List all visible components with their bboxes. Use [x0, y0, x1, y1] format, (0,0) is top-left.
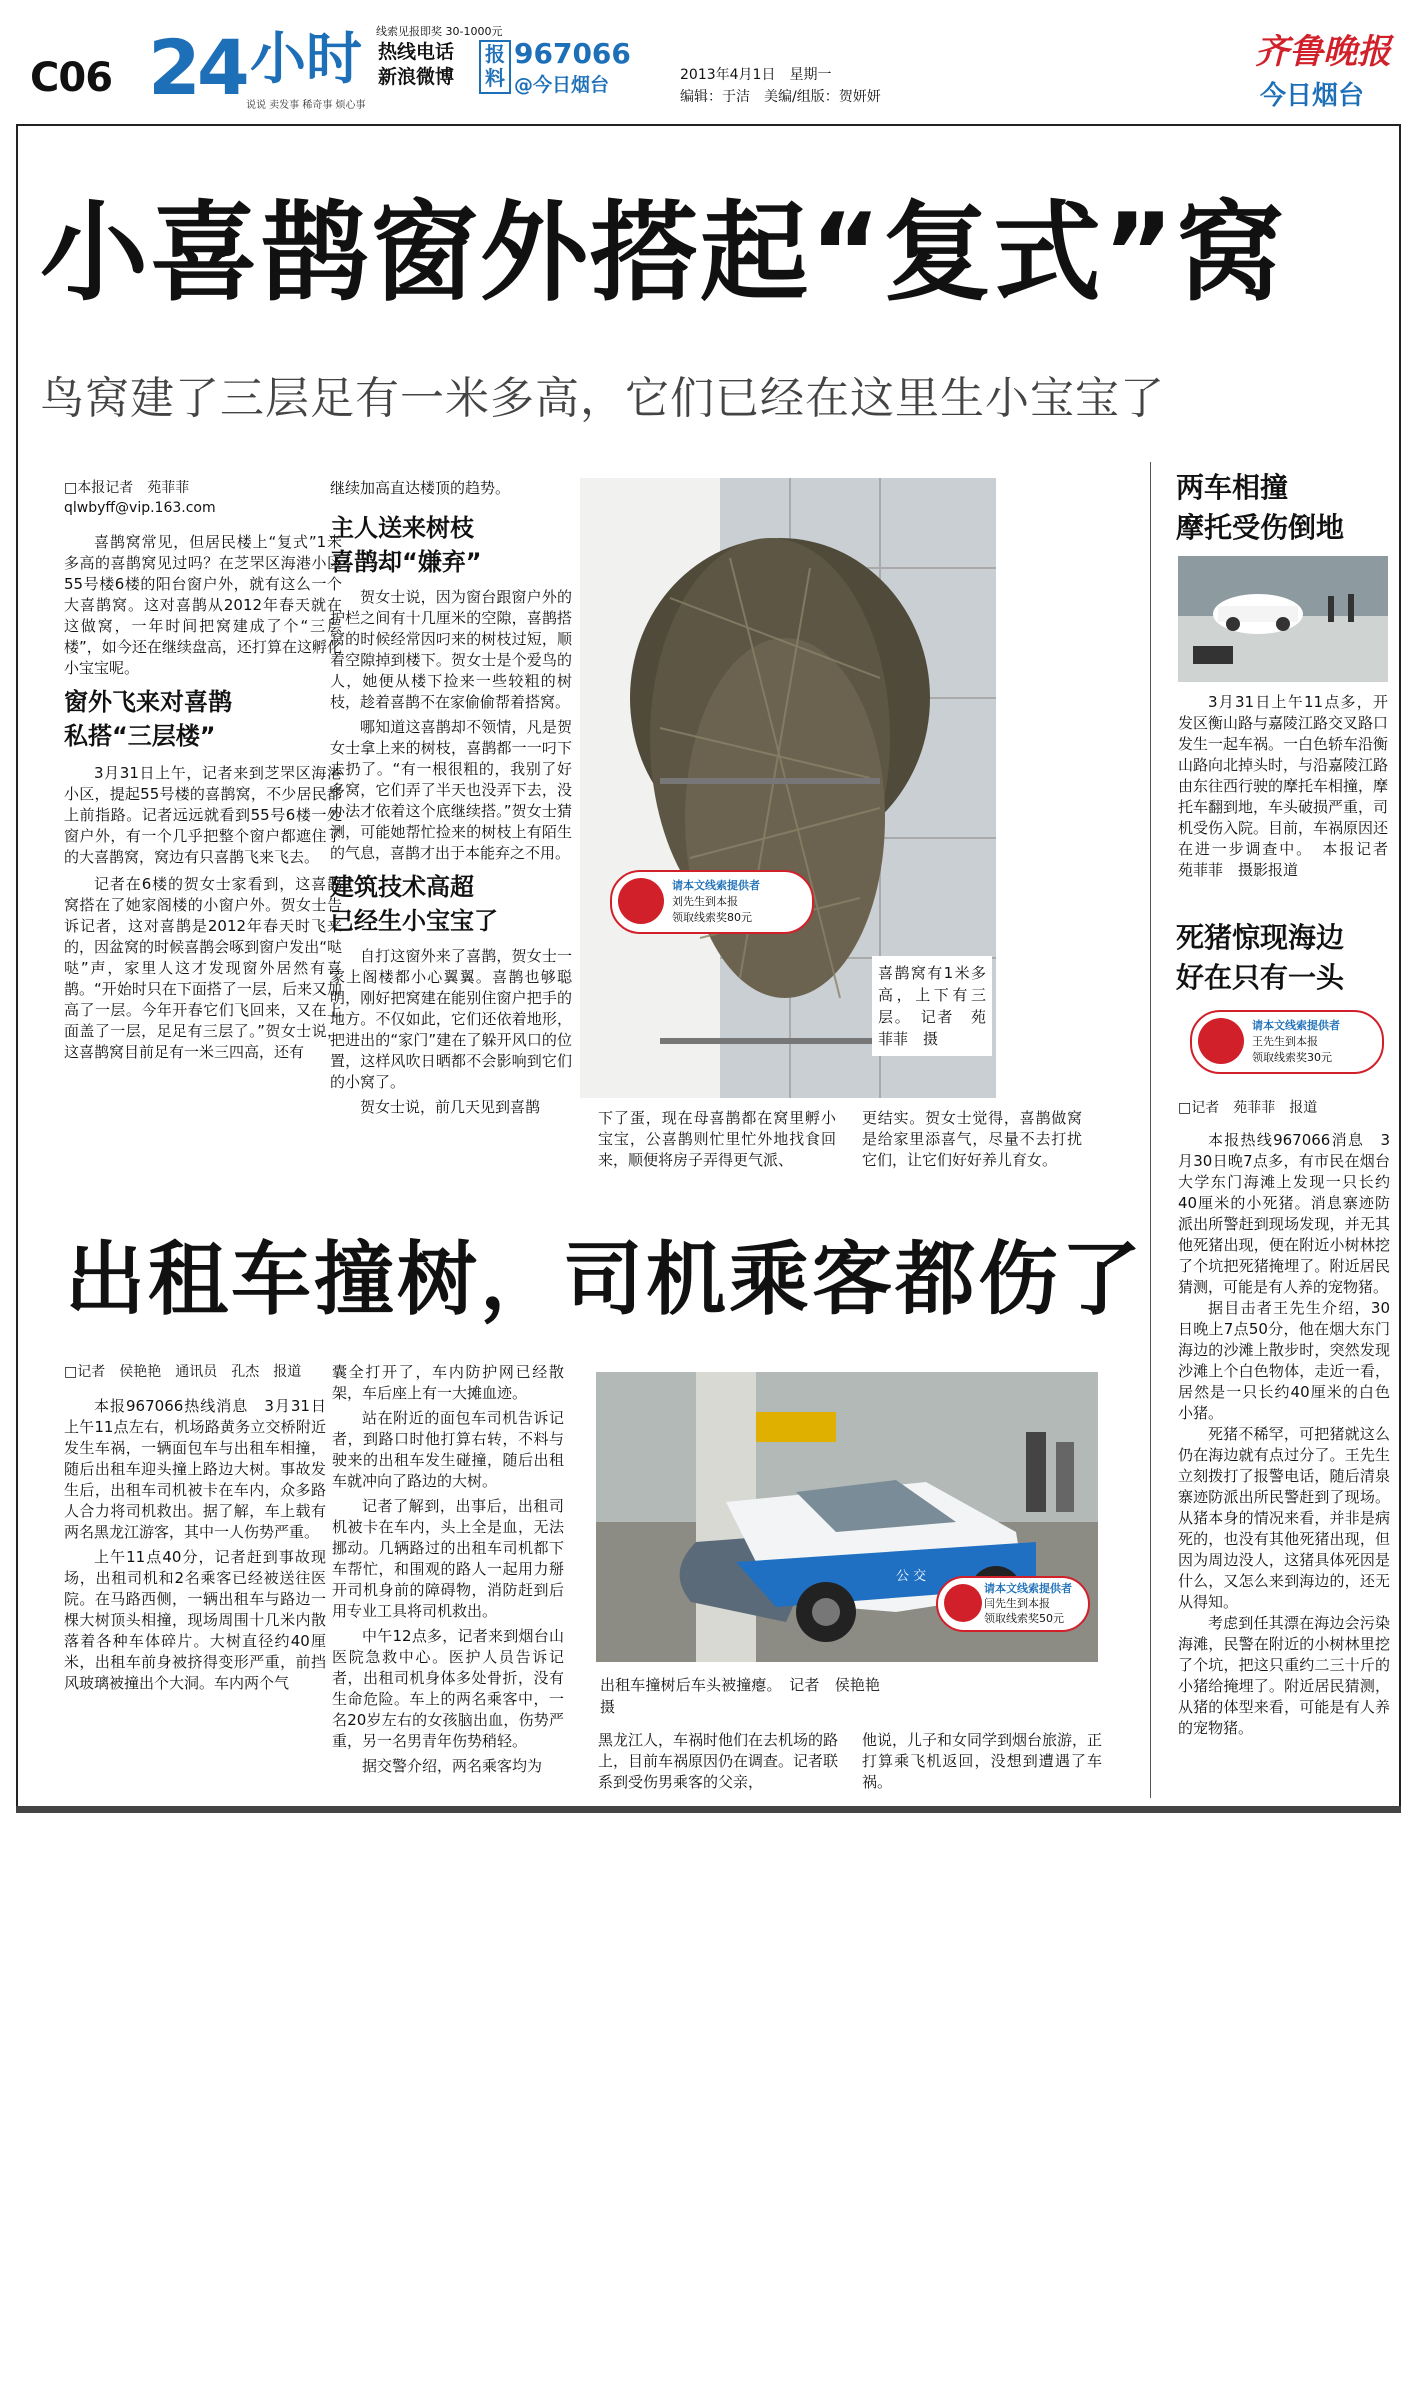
side2-title1: 死猪惊现海边: [1176, 921, 1345, 954]
story2-col2-p1: 囊全打开了，车内防护网已经散架，车后座上有一大摊血迹。: [332, 1363, 564, 1402]
issue-date: 2013年4月1日 星期一: [680, 67, 832, 83]
story1-subhead-c2: 已经生小宝宝了: [330, 907, 498, 935]
sidebar-divider: [1150, 462, 1151, 1798]
hotline-label: 热线电话: [378, 41, 455, 63]
story1-email: qlwbyff@vip.163.com: [64, 500, 216, 516]
story2-col2-p2: 站在附近的面包车司机告诉记者，到路口时他打算右转，不料与驶来的出租车发生碰撞，随后出租车就冲向了路边的大树。: [332, 1409, 564, 1490]
story2-col2-p5: 据交警介绍，两名乘客均为: [362, 1757, 543, 1775]
logo-hours: 小时: [250, 27, 362, 92]
logo-tagline: 说说 卖发事 稀奇事 烦心事: [246, 100, 366, 111]
story2-col2-p4: 中午12点多，记者来到烟台山医院急救中心。医护人员告诉记者，出租司机身体多处骨折，没有生命危险。车上的两名乘客中，一名20岁左右的女孩脑出血，伤势严重，另一名男青年伤势稍轻。: [332, 1627, 564, 1750]
story2-col1-p2: 上午11点40分，记者赶到事故现场，出租司机和2名乘客已经被送往医院。在马路西侧，一辆出租车与路边一棵大树顶头相撞，现场周围十几米内散落着各种车体碎片。大树直径约40厘米，出租车前身被挤得变形严重，前挡风玻璃被撞出个大洞。车内两个气: [64, 1548, 326, 1692]
story1-col2-p4: 贺女士说，前几天见到喜鹊: [360, 1098, 541, 1116]
story2-col2: [332, 1362, 564, 1777]
side2-badge-title: 请本文线索提供者: [1252, 1019, 1340, 1032]
story1-badge-reward: 领取线索奖80元: [672, 911, 752, 924]
side2-p1: 本报热线967066消息 3月30日晚7点多，有市民在烟台大学东门海滩上发现一只长约40厘米的小死猪。消息寨迹防派出所警赶到现场发现，并无其他死猪出现，便在附近小树林挖了个坑把死猪掩埋了。附近居民猜测，可能是有人养的宠物猪。: [1178, 1131, 1390, 1296]
editor-credits: 编辑：于洁 美编/组版：贺妍妍: [680, 89, 881, 105]
hotline-labels: [378, 40, 454, 90]
phone-icon: [944, 1584, 982, 1622]
story2-byline: □记者 侯艳艳 通讯员 孔杰 报道: [64, 1364, 302, 1380]
story2-col2-p3: 记者了解到，出事后，出租司机被卡在车内，头上全是血，无法挪动。几辆路过的出租车司机都下车帮忙，和围观的路人一起用力掰开司机身前的障碍物，消防赶到后用专业工具将司机救出。: [332, 1497, 564, 1620]
side1-body: 3月31日上午11点多，开发区衡山路与嘉陵江路交叉路口发生一起车祸。一白色轿车沿衡山路向北掉头时，与沿嘉陵江路由东往西行驶的摩托车相撞，摩托车翻到地，车头破损严重，司机受伤入院。目前，车祸原因还在进一步调查中。 本报记者 苑菲菲 摄影报道: [1178, 693, 1404, 879]
story1-subhead-b2: 喜鹊却“嫌弃”: [330, 548, 482, 576]
page-number: C06: [30, 55, 113, 101]
side2-badge-reward: 领取线索奖30元: [1252, 1051, 1332, 1064]
story2-headline: 出租车撞树，司机乘客都伤了: [65, 1233, 1144, 1326]
logo-24: 24: [148, 23, 246, 112]
story2-badge-name: 闫先生到本报: [984, 1597, 1050, 1610]
story2-badge-title: 请本文线索提供者: [984, 1582, 1072, 1595]
side2-p3: 死猪不稀罕，可把猪就这么仍在海边就有点过分了。王先生立刻拨打了报警电话，随后清泉寨迹防派出所民警赶到了现场。从猪本身的情况来看，并非是病死的，也没有其他死猪出现，但因为周边没人，这猪具体死因是什么，又怎么来到海边的，还无从得知。: [1178, 1425, 1390, 1611]
story1-photo-caption: 喜鹊窝有1米多高，上下有三层。 记者 苑菲菲 摄: [872, 956, 992, 1056]
weibo-handle: @今日烟台: [514, 74, 610, 96]
story1-col2-p0: 继续加高直达楼顶的趋势。: [330, 479, 511, 497]
story1-byline: □本报记者 苑菲菲: [64, 480, 190, 496]
weibo-label: 新浪微博: [378, 66, 455, 88]
hotline-number: 967066: [514, 37, 631, 70]
side2-body: [1178, 1098, 1390, 1739]
side1-photo: [1178, 556, 1388, 682]
story1-col1-p1: 喜鹊窝常见，但居民楼上“复式”1米多高的喜鹊窝见过吗？在芝罘区海港小区55号楼6楼的阳台窗户外，就有这么一个大喜鹊窝。这对喜鹊从2012年春天就在这做窝，一年时间把窝建成了个“三层楼”，如今还在继续盘高，还打算在这孵化小宝宝呢。: [64, 533, 342, 677]
story1-subhead-a2: 私搭“三层楼”: [64, 722, 216, 750]
story2-badge-reward: 领取线索奖50元: [984, 1612, 1064, 1625]
side1-title1: 两车相撞: [1176, 471, 1289, 504]
side2-title2: 好在只有一头: [1176, 961, 1345, 994]
story1-reward-badge: [610, 870, 814, 934]
story1-badge-name: 刘先生到本报: [672, 895, 738, 908]
story1-photo: [580, 478, 996, 1098]
story2-col3: 黑龙江人，车祸时他们在去机场的路上，目前车祸原因仍在调查。记者联系到受伤男乘客的父亲，: [598, 1731, 839, 1791]
side2-p2: 据目击者王先生介绍，30日晚上7点50分，他在烟大东门海边的沙滩上散步时，突然发现沙滩上个白色物体，走近一看，居然是一只长约40厘米的白色小猪。: [1178, 1299, 1390, 1422]
story1-col1-p2: 3月31日上午，记者来到芝罘区海港小区，提起55号楼的喜鹊窝，不少居民都上前指路。记者远远就看到55号6楼一处窗户外，有一个几乎把整个窗户都遮住了的大喜鹊窝，窝边有只喜鹊飞来飞去。: [64, 764, 342, 866]
side2: [1176, 918, 1386, 998]
edition-name: 今日烟台: [1260, 81, 1365, 111]
phone-icon: [618, 878, 664, 924]
side1-title2: 摩托受伤倒地: [1176, 511, 1345, 544]
car-crash-illustration: [1178, 556, 1388, 682]
story2-col1-p1: 本报967066热线消息 3月31日上午11点左右，机场路黄务立交桥附近发生车祸，一辆面包车与出租车相撞，随后出租车迎头撞上路边大树。事故发生后，出租车司机被卡在车内，众多路人合力将司机救出。据了解，车上载有两名黑龙江游客，其中一人伤势严重。: [64, 1397, 326, 1541]
page-bottom-bar: [16, 1806, 1401, 1813]
side2-reward-badge: [1190, 1010, 1384, 1074]
phone-icon: [1198, 1018, 1244, 1064]
side1: [1176, 468, 1386, 548]
side2-byline: □记者 苑菲菲 报道: [1178, 1100, 1318, 1116]
story2-reward-badge: [936, 1576, 1090, 1632]
story1-subhead-b: 主人送来树枝: [330, 514, 474, 542]
story2-col4: 他说，儿子和女同学到烟台旅游，正打算乘飞机返回，没想到遭遇了车祸。: [862, 1731, 1103, 1791]
side2-p4: 考虑到任其漂在海边会污染海滩，民警在附近的小树林里挖了个坑，把这只重约二三十斤的小猪给掩埋了。附近居民猜测，从猪的体型来看，可能是有人养的宠物猪。: [1178, 1614, 1390, 1737]
story1-col1-p3: 记者在6楼的贺女士家看到，这喜鹊窝搭在了她家阁楼的小窗户外。贺女士告诉记者，这对喜鹊是2012年春天时飞来的，因盆窝的时候喜鹊会啄到窗户发出“哒哒”声，家里人这才发现窗外居然有喜鹊。“开始时只在下面搭了一层，后来又加高了一层。今年开春它们飞回来，又在上面盖了一层，足足有三层了。”贺女士说，这喜鹊窝目前足有一米三四高，还有: [64, 875, 342, 1061]
story1-col2-p3: 自打这窗外来了喜鹊，贺女士一家上阁楼都小心翼翼。喜鹊也够聪明，刚好把窝建在能别住窗户把手的地方。不仅如此，它们还依着地形，把进出的“家门”建在了躲开风口的位置，这样风吹日晒都不会影响到它们的小窝了。: [330, 947, 572, 1091]
story2-photo: [596, 1372, 1098, 1662]
newspaper-brand: 齐鲁晚报: [1255, 32, 1391, 72]
story1-col4: 更结实。贺女士觉得，喜鹊做窝是给家里添喜气，尽量不去打扰它们，让它们好好养儿育女。: [862, 1109, 1082, 1169]
story1-subhead-a: 窗外飞来对喜鹊: [64, 688, 232, 716]
story1-col2-p1: 贺女士说，因为窗台跟窗户外的护栏之间有十几厘米的空隙，喜鹊搭窝的时候经常因叼来的树枝过短，顺着空隙掉到楼下。贺女士是个爱鸟的人，她便从楼下捡来一些较粗的树枝，趁着喜鹊不在家偷偷帮着搭窝。: [330, 588, 572, 711]
story1-col2: [330, 478, 572, 1118]
story1-badge-title: 请本文线索提供者: [672, 879, 760, 892]
story2-photo-caption: 出租车撞树后车头被撞瘪。 记者 侯艳艳 摄: [600, 1676, 896, 1716]
story1-col1: [64, 478, 342, 1063]
story1-col3: 下了蛋，现在母喜鹊都在窝里孵小宝宝，公喜鹊则忙里忙外地找食回来，顺便将房子弄得更气派、: [598, 1109, 836, 1169]
story1-subhead-c: 建筑技术高超: [330, 873, 474, 901]
hotline-reward-note: 线索见报即奖 30-1000元: [376, 25, 503, 38]
story1-col2-p2: 哪知道这喜鹊却不领情，凡是贺女士拿上来的树枝，喜鹊都一一叼下去扔了。“有一根很粗的，我别了好多窝，它们弄了半天也没弄下去，没办法才依着这个底继续搭。”贺女士猜测，可能她帮忙捡来的树枝上有陌生的气息，喜鹊才出于本能弃之不用。: [330, 718, 572, 862]
baoliao-box: 报料: [479, 40, 511, 94]
taxi-door-label: 公 交: [896, 1569, 927, 1584]
side2-badge-name: 王先生到本报: [1252, 1035, 1318, 1048]
story1-subhead: 鸟窝建了三层足有一米多高，它们已经在这里生小宝宝了: [40, 373, 1165, 424]
story2-col1: [64, 1362, 326, 1694]
story1-headline: 小喜鹊窗外搭起“复式”窝: [40, 191, 1286, 316]
